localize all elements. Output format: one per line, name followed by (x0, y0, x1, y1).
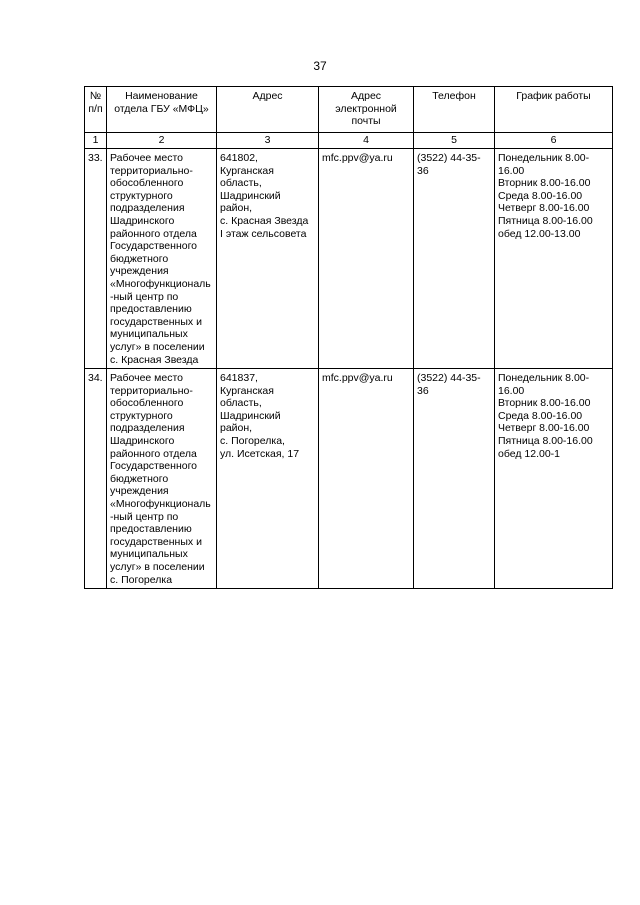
cell-text-line: район, (220, 202, 253, 215)
department-name (107, 149, 217, 369)
column-number: 4 (319, 133, 414, 149)
header-cell-address (217, 87, 319, 133)
cell-text-line: учреждения (110, 485, 169, 498)
cell-text-line: структурного (110, 189, 173, 202)
cell-text-line: Понедельник 8.00- (498, 152, 590, 164)
header-cell-number (85, 87, 107, 133)
row-number: 34. (85, 369, 107, 589)
column-number: 1 (85, 133, 107, 149)
cell-text-line: «Многофункциональ (110, 277, 211, 290)
department-email: mfc.ppv@ya.ru (319, 369, 414, 589)
cell-text-line: районного отдела (110, 227, 197, 240)
cell-text-line: бюджетного (110, 252, 169, 265)
cell-text-line: предоставлению (110, 523, 192, 536)
department-email: mfc.ppv@ya.ru (319, 149, 414, 369)
cell-text-line: График работы (516, 90, 591, 102)
cell-text-line: (3522) 44-35- (417, 152, 481, 164)
cell-text-line: 36 (417, 164, 429, 177)
column-number-row (85, 133, 613, 149)
table-row (85, 149, 613, 369)
cell-text-line: подразделения (110, 202, 185, 215)
column-number: 3 (217, 133, 319, 149)
cell-text-line: отдела ГБУ «МФЦ» (114, 102, 209, 115)
cell-text-line: предоставлению (110, 303, 192, 316)
cell-text-line: Среда 8.00-16.00 (498, 189, 583, 202)
cell-text-line: Среда 8.00-16.00 (498, 409, 583, 422)
cell-text-line: с. Красная Звезда (110, 353, 199, 366)
cell-text-line: -ный центр по (110, 510, 179, 523)
mfc-table-container (84, 86, 612, 589)
department-address (217, 149, 319, 369)
cell-text-line: Адрес (350, 90, 382, 102)
row-number: 33. (85, 149, 107, 369)
cell-text-line: Курганская (220, 384, 274, 397)
cell-text-line: Наименование (125, 90, 198, 102)
cell-text-line: «Многофункциональ (110, 498, 211, 511)
header-cell-schedule (495, 87, 613, 133)
page-number: 37 (313, 59, 327, 73)
cell-text-line: государственных и (110, 535, 202, 548)
cell-text-line: бюджетного (110, 472, 169, 485)
cell-text-line: Вторник 8.00-16.00 (498, 397, 591, 410)
cell-text-line: территориально- (110, 164, 193, 177)
cell-text-line: Государственного (110, 240, 198, 253)
cell-text-line: область, (220, 177, 262, 190)
header-cell-phone (414, 87, 495, 133)
cell-text-line: муниципальных (110, 328, 188, 341)
cell-text-line: Шадринский (220, 189, 281, 202)
cell-text-line: 16.00 (498, 164, 525, 177)
column-number: 2 (107, 133, 217, 149)
cell-text-line: муниципальных (110, 548, 188, 561)
cell-text-line: с. Красная Звезда (220, 214, 309, 227)
cell-text-line: Рабочее место (110, 152, 184, 164)
cell-text-line: I этаж сельсовета (220, 227, 307, 240)
cell-text-line: 36 (417, 384, 429, 397)
table-header-row (85, 87, 613, 133)
cell-text-line: обособленного (110, 397, 184, 410)
header-cell-name (107, 87, 217, 133)
cell-text-line: Рабочее место (110, 372, 184, 385)
cell-text-line: п/п (88, 102, 103, 115)
cell-text-line: Пятница 8.00-16.00 (498, 435, 593, 448)
cell-text-line: Четверг 8.00-16.00 (498, 422, 590, 435)
cell-text-line: Четверг 8.00-16.00 (498, 202, 590, 215)
department-name (107, 369, 217, 589)
cell-text-line: с. Погорелка, (220, 435, 285, 448)
column-number: 5 (414, 133, 495, 149)
department-phone (414, 369, 495, 589)
cell-text-line: подразделения (110, 422, 185, 435)
department-phone (414, 149, 495, 369)
cell-text-line: Шадринский (220, 409, 281, 422)
cell-text-line: Государственного (110, 460, 198, 473)
cell-text-line: Курганская (220, 164, 274, 177)
cell-text-line: № (89, 90, 102, 102)
cell-text-line: Пятница 8.00-16.00 (498, 214, 593, 227)
cell-text-line: Вторник 8.00-16.00 (498, 177, 591, 190)
cell-text-line: услуг» в поселении (110, 561, 205, 573)
cell-text-line: 16.00 (498, 384, 525, 397)
cell-text-line: Шадринского (110, 214, 175, 227)
cell-text-line: район, (220, 422, 253, 435)
cell-text-line: Телефон (432, 90, 476, 102)
cell-text-line: обед 12.00-13.00 (498, 227, 581, 240)
cell-text-line: 641802, (220, 152, 258, 164)
department-schedule (495, 149, 613, 369)
cell-text-line: учреждения (110, 265, 169, 278)
mfc-departments-table (84, 86, 613, 589)
department-address (217, 369, 319, 589)
cell-text-line: с. Погорелка (110, 573, 173, 586)
cell-text-line: электронной (335, 102, 397, 115)
cell-text-line: структурного (110, 409, 173, 422)
header-cell-email (319, 87, 414, 133)
cell-text-line: обед 12.00-1 (498, 447, 561, 460)
department-schedule (495, 369, 613, 589)
cell-text-line: Понедельник 8.00- (498, 372, 590, 385)
cell-text-line: 641837, (220, 372, 258, 385)
cell-text-line: Шадринского (110, 435, 175, 448)
cell-text-line: -ный центр по (110, 290, 179, 303)
column-number: 6 (495, 133, 613, 149)
cell-text-line: почты (351, 115, 381, 128)
cell-text-line: обособленного (110, 177, 184, 190)
cell-text-line: территориально- (110, 384, 193, 397)
table-row (85, 369, 613, 589)
cell-text-line: районного отдела (110, 447, 197, 460)
cell-text-line: государственных и (110, 315, 202, 328)
cell-text-line: (3522) 44-35- (417, 372, 481, 385)
cell-text-line: область, (220, 397, 262, 410)
cell-text-line: услуг» в поселении (110, 340, 205, 353)
cell-text-line: ул. Исетская, 17 (220, 447, 300, 460)
cell-text-line: Адрес (252, 90, 283, 102)
